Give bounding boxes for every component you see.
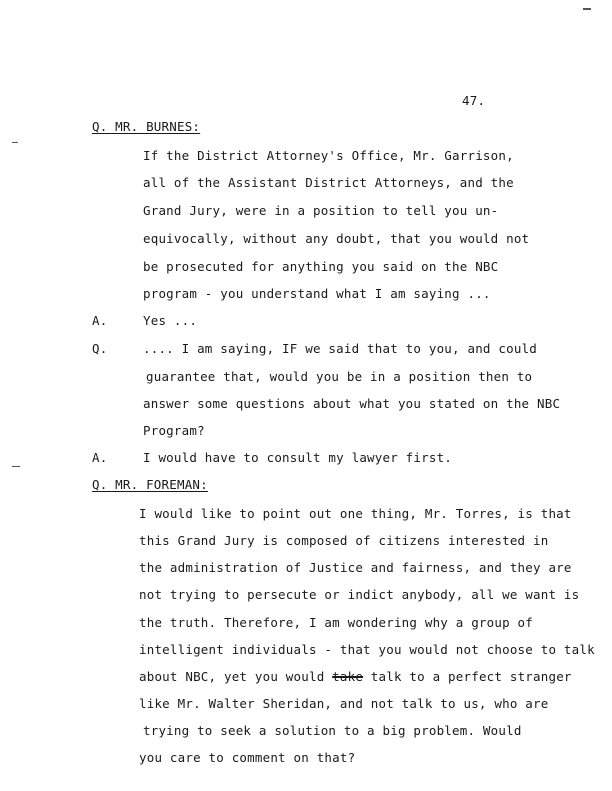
statement-text: about NBC, yet you would xyxy=(139,669,333,684)
statement-line: like Mr. Walter Sheridan, and not talk to us, who are xyxy=(139,696,549,711)
margin-mark xyxy=(12,142,18,143)
question-line: Grand Jury, were in a position to tell you un- xyxy=(143,203,499,218)
statement-line xyxy=(139,669,572,685)
question-line: program - you understand what I am saying ... xyxy=(143,286,491,301)
question-line: be prosecuted for anything you said on the NBC xyxy=(143,259,499,274)
speaker-heading-burnes: Q. MR. BURNES: xyxy=(92,119,201,134)
answer-label: A. xyxy=(92,313,108,328)
statement-line: you care to comment on that? xyxy=(139,750,356,765)
question-line: equivocally, without any doubt, that you would not xyxy=(143,231,530,246)
statement-text: talk to a perfect stranger xyxy=(363,669,572,684)
answer-label: A. xyxy=(92,450,108,465)
statement-line: this Grand Jury is composed of citizens interested in xyxy=(139,533,549,548)
question-line: .... I am saying, IF we said that to you, and could xyxy=(143,341,538,356)
statement-line: the administration of Justice and fairness, and they are xyxy=(139,560,572,575)
margin-mark xyxy=(12,466,20,467)
question-line: guarantee that, would you be in a position then to xyxy=(146,369,533,384)
question-label: Q. xyxy=(92,341,108,356)
struck-word: take xyxy=(332,669,364,684)
statement-line: not trying to persecute or indict anybody, all we want is xyxy=(139,587,580,602)
page-number: 47. xyxy=(462,93,486,108)
answer-text: Yes ... xyxy=(143,313,198,328)
question-line: all of the Assistant District Attorneys, and the xyxy=(143,175,514,190)
answer-text: I would have to consult my lawyer first. xyxy=(143,450,453,465)
question-line: Program? xyxy=(143,423,205,438)
question-line: If the District Attorney's Office, Mr. Garrison, xyxy=(143,148,514,163)
statement-line: I would like to point out one thing, Mr. Torres, is that xyxy=(139,506,572,521)
corner-mark xyxy=(583,8,591,10)
speaker-heading-foreman: Q. MR. FOREMAN: xyxy=(92,477,208,492)
statement-line: intelligent individuals - that you would not choose to talk xyxy=(139,642,595,657)
question-line: answer some questions about what you stated on the NBC xyxy=(143,396,561,411)
statement-line: the truth. Therefore, I am wondering why a group of xyxy=(139,615,534,630)
statement-line: trying to seek a solution to a big problem. Would xyxy=(143,723,522,738)
